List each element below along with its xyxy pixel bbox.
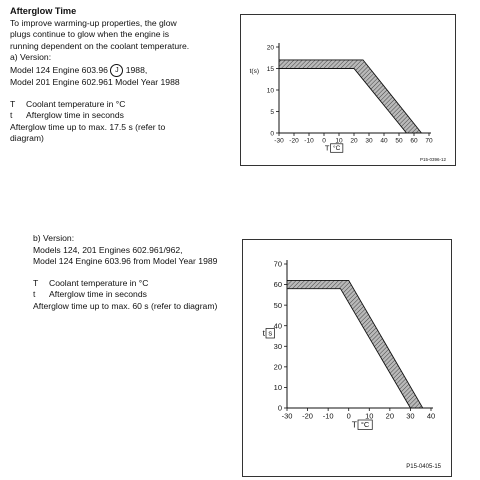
y-tick-label: 20 <box>273 362 282 372</box>
x-tick-label: 40 <box>426 411 436 421</box>
y-axis-label: t(s) <box>249 67 259 75</box>
x-tick-label: -30 <box>274 137 284 145</box>
legend-t: t Afterglow time in seconds <box>33 289 147 300</box>
model-line: Model 201 Engine 602.961 Model Year 1988 <box>10 76 180 87</box>
section-b-text <box>33 233 217 313</box>
legend-T: T Coolant temperature in °C <box>10 98 126 109</box>
x-tick-label: 60 <box>410 137 418 145</box>
x-tick-label: -10 <box>304 137 314 145</box>
x-tick-label: -20 <box>302 411 313 421</box>
figure-b <box>242 239 452 477</box>
x-tick-label: 50 <box>395 137 403 145</box>
x-axis-symbol: T <box>351 419 357 430</box>
x-tick-label: 30 <box>365 137 373 145</box>
intro-line: To improve warming-up properties, the glow <box>10 17 177 28</box>
version-label: a) Version: <box>10 52 52 63</box>
note-line: diagram) <box>10 133 44 144</box>
x-tick-label: 0 <box>322 137 326 145</box>
section-a-text <box>10 6 189 145</box>
y-axis-unit: s <box>268 328 273 338</box>
y-tick-label: 10 <box>266 87 274 95</box>
note-line: Afterglow time up to max. 17.5 s (refer to <box>10 121 166 132</box>
y-tick-label: 5 <box>270 108 274 116</box>
figure-code: P15-0405-15 <box>406 464 441 470</box>
x-tick-label: 70 <box>425 137 433 145</box>
y-tick-label: 15 <box>266 65 274 73</box>
intro-line: plugs continue to glow when the engine is <box>10 29 170 40</box>
y-tick-label: 50 <box>273 300 282 310</box>
note-line: Afterglow time up to max. 60 s (refer to diagram) <box>33 300 218 311</box>
y-tick-label: 0 <box>277 403 282 413</box>
x-tick-label: 0 <box>346 411 351 421</box>
y-axis-symbol: t <box>262 328 265 338</box>
y-tick-label: 20 <box>266 44 274 52</box>
y-tick-label: 40 <box>273 321 282 331</box>
afterglow-chart-a <box>241 15 455 165</box>
y-tick-label: 70 <box>273 259 282 269</box>
x-tick-label: 30 <box>406 411 415 421</box>
version-label: b) Version: <box>33 233 75 243</box>
y-tick-label: 10 <box>273 383 282 393</box>
y-tick-label: 60 <box>273 280 282 290</box>
afterglow-band <box>279 60 422 133</box>
y-tick-label: 0 <box>270 130 274 138</box>
x-tick-label: 10 <box>335 137 343 145</box>
x-axis-unit: °C <box>333 144 341 152</box>
x-tick-label: 20 <box>385 411 395 421</box>
figure-code: P15-0396-12 <box>419 157 446 162</box>
afterglow-chart-b <box>243 240 451 476</box>
legend-t: t Afterglow time in seconds <box>10 110 124 121</box>
model-line <box>10 64 189 77</box>
model-line-prefix: Model 124 Engine 603.96 <box>10 64 108 75</box>
legend-T: T Coolant temperature in °C <box>33 277 149 288</box>
x-tick-label: -30 <box>281 411 293 421</box>
model-line-suffix: 1988, <box>125 64 148 75</box>
x-axis-symbol: T <box>324 143 330 153</box>
circled-j-badge: J <box>110 64 123 77</box>
x-tick-label: -20 <box>289 137 299 145</box>
y-tick-label: 30 <box>273 341 282 351</box>
afterglow-band <box>287 280 423 408</box>
figure-a <box>240 14 456 166</box>
x-tick-label: -10 <box>322 411 334 421</box>
x-tick-label: 40 <box>380 137 388 145</box>
model-line: Models 124, 201 Engines 602.961/962, <box>33 244 183 255</box>
section-title: Afterglow Time <box>10 6 77 16</box>
model-line: Model 124 Engine 603.96 from Model Year 1989 <box>33 256 218 267</box>
x-tick-label: 10 <box>365 411 374 421</box>
intro-line: running dependent on the coolant temperature. <box>10 40 190 51</box>
x-axis-unit: °C <box>360 420 370 429</box>
x-tick-label: 20 <box>350 137 358 145</box>
